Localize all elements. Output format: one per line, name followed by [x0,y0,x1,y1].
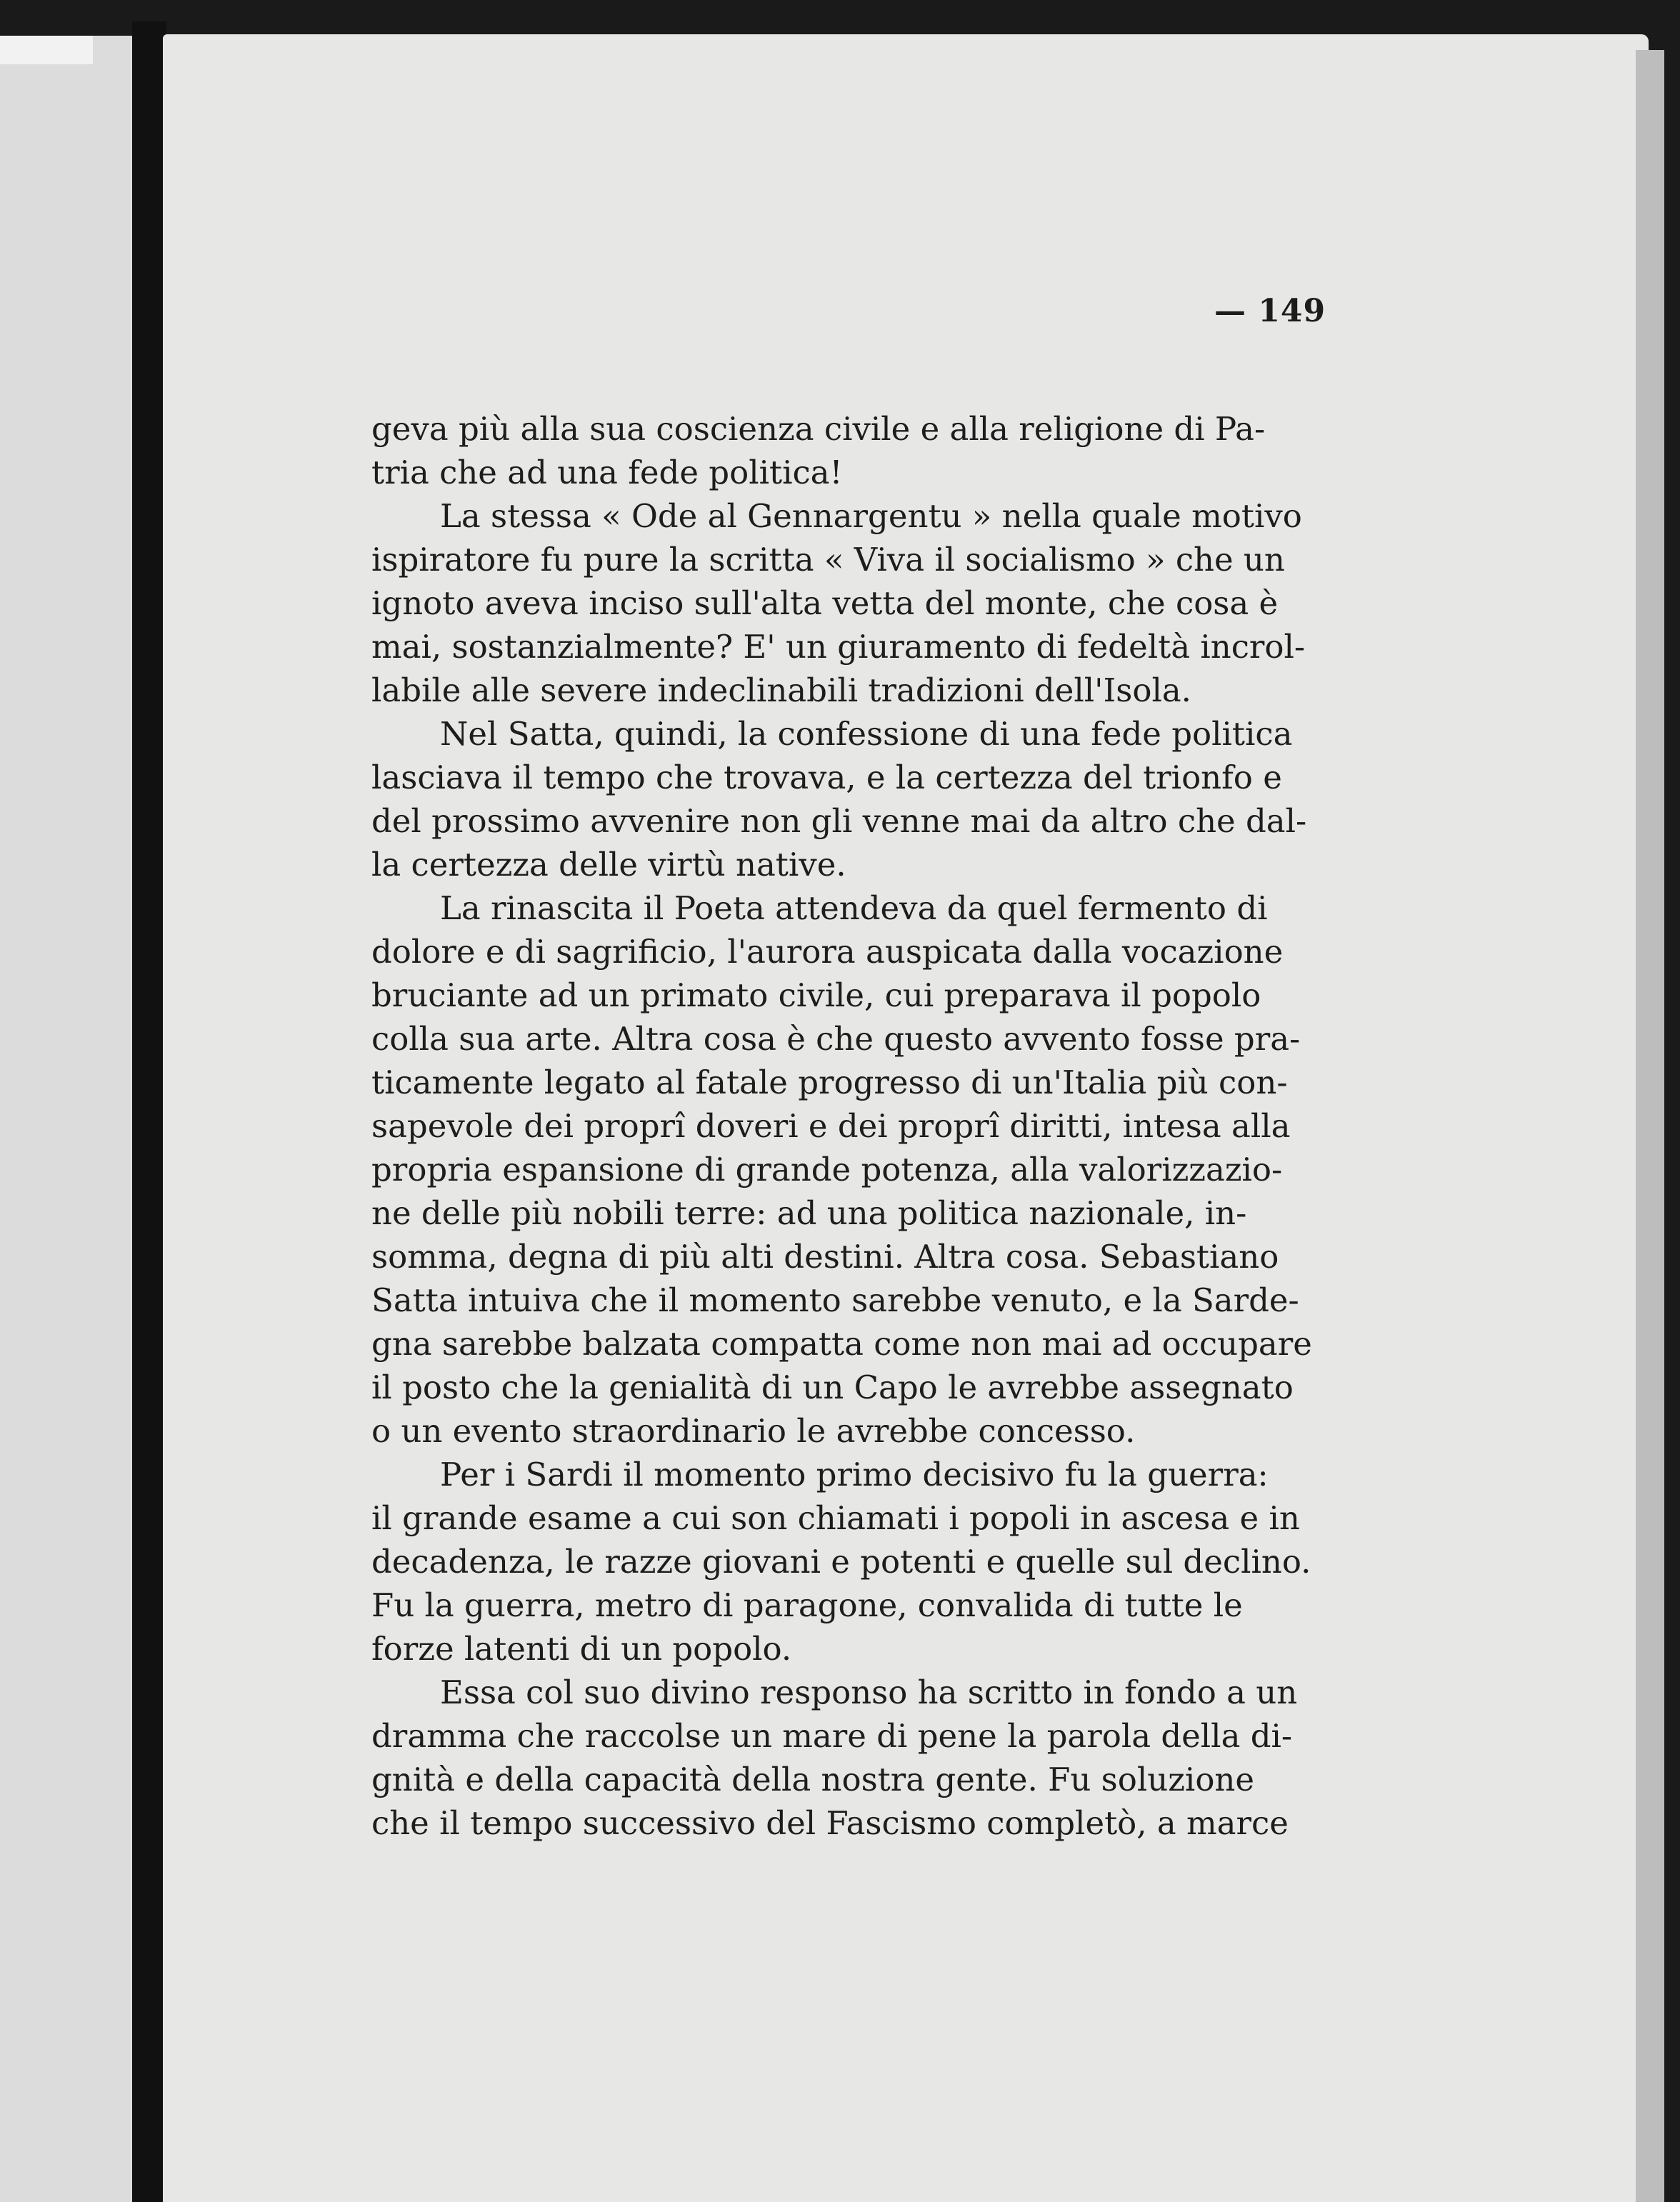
facing-page-edge [0,36,93,64]
text-line: decadenza, le razze giovani e potenti e quelle sul declino. [371,1543,1311,1581]
text-line: gnità e della capacità della nostra gente. Fu soluzione [371,1761,1255,1798]
facing-page [0,36,132,2202]
page-number: — 149 [1214,293,1326,329]
text-line: il posto che la genialità di un Capo le avrebbe assegnato [371,1368,1294,1406]
text-line: la certezza delle virtù native. [371,846,846,884]
text-line: La rinascita il Poeta attendeva da quel fermento di [440,889,1268,927]
text-line: dramma che raccolse un mare di pene la parola della di- [371,1717,1293,1755]
text-line: che il tempo successivo del Fascismo completò, a marce [371,1804,1289,1842]
text-line: ispiratore fu pure la scritta « Viva il socialismo » che un [371,541,1285,579]
book-gutter [132,21,166,2202]
text-line: o un evento straordinario le avrebbe concesso. [371,1412,1136,1450]
text-line: forze latenti di un popolo. [371,1630,792,1668]
text-line: colla sua arte. Altra cosa è che questo avvento fosse pra- [371,1020,1301,1058]
text-line: il grande esame a cui son chiamati i popoli in ascesa e in [371,1499,1300,1537]
text-line: del prossimo avvenire non gli venne mai da altro che dal- [371,802,1307,840]
text-line: bruciante ad un primato civile, cui preparava il popolo [371,976,1261,1014]
text-line: propria espansione di grande potenza, alla valorizzazio- [371,1151,1283,1188]
text-line: ignoto aveva inciso sull'alta vetta del monte, che cosa è [371,584,1279,622]
text-line: ne delle più nobili terre: ad una politica nazionale, in- [371,1194,1247,1232]
text-line: dolore e di sagrificio, l'aurora auspicata dalla vocazione [371,933,1284,971]
text-line: La stessa « Ode al Gennargentu » nella quale motivo [440,497,1302,535]
text-line: Satta intuiva che il momento sarebbe venuto, e la Sarde- [371,1281,1299,1319]
text-line: Fu la guerra, metro di paragone, convalida di tutte le [371,1586,1243,1624]
body-text [371,407,1316,1845]
text-line: mai, sostanzialmente? E' un giuramento di fedeltà incrol- [371,628,1306,666]
page-edge [1636,50,1664,2202]
text-line: tria che ad una fede politica! [371,454,843,491]
text-line: Nel Satta, quindi, la confessione di una fede politica [440,715,1293,753]
text-line: gna sarebbe balzata compatta come non mai ad occupare [371,1325,1312,1363]
text-line: Essa col suo divino responso ha scritto in fondo a un [440,1673,1298,1711]
text-line: lasciava il tempo che trovava, e la certezza del trionfo e [371,759,1282,796]
text-line: ticamente legato al fatale progresso di un'Italia più con- [371,1064,1288,1101]
text-line: geva più alla sua coscienza civile e alla religione di Pa- [371,410,1266,448]
text-line: labile alle severe indeclinabili tradizioni dell'Isola. [371,671,1191,709]
text-line: Per i Sardi il momento primo decisivo fu la guerra: [440,1456,1269,1493]
text-line: somma, degna di più alti destini. Altra cosa. Sebastiano [371,1238,1279,1276]
text-line: sapevole dei proprî doveri e dei proprî diritti, intesa alla [371,1107,1291,1145]
